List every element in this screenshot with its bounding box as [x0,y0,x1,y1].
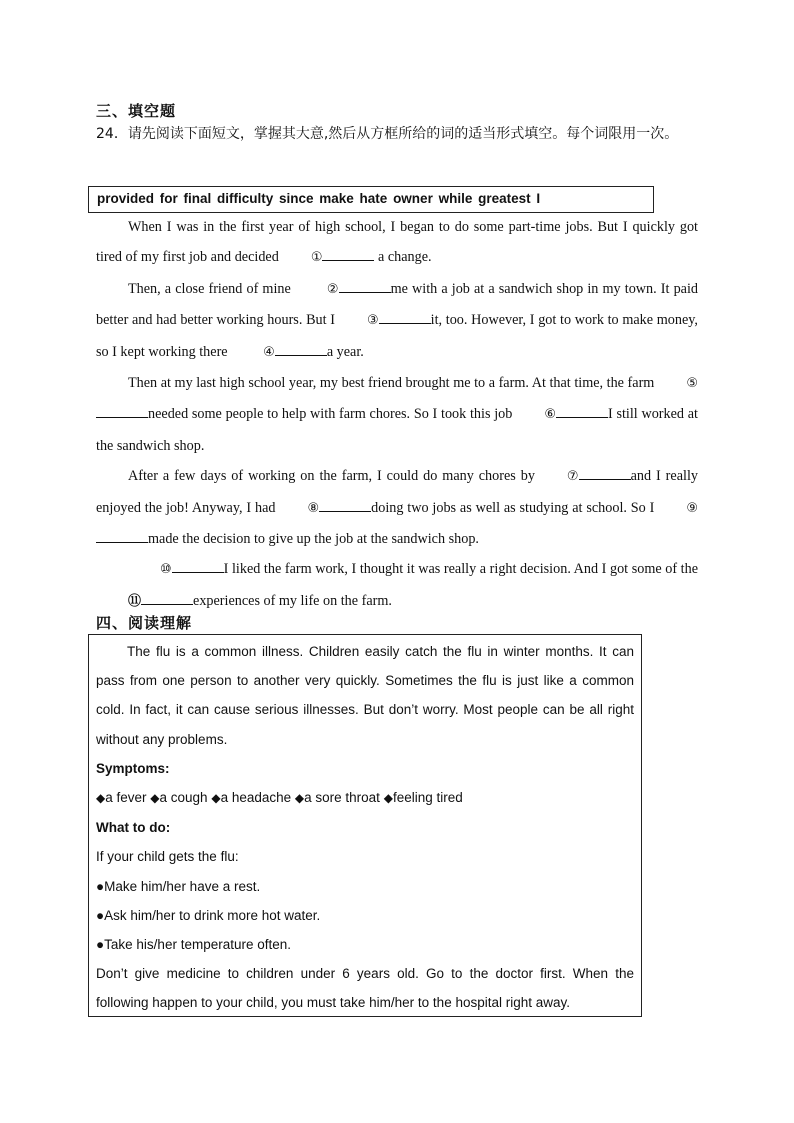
symptom-item: a sore throat [304,790,380,806]
cloze-text: Then, a close friend of mine [128,280,291,297]
blank-number-6: ⑥ [544,407,556,423]
blank-9[interactable] [96,529,148,543]
cloze-paragraph-3 [96,368,698,461]
blank-11[interactable] [141,591,193,605]
cloze-paragraph-4 [96,461,698,554]
blank-number-1: ① [310,250,323,266]
blank-5[interactable] [96,404,148,418]
blank-10[interactable] [172,559,224,573]
section-3-title: 三、填空题 [96,102,177,120]
symptom-item: feeling tired [392,790,463,806]
cloze-text: After a few days of working on the farm, I could do many chores by [128,468,535,485]
blank-number-10: ⑩ [160,562,172,578]
step-item [96,901,634,930]
blank-number-2: ② [326,281,339,297]
warning-text: Don’t give medicine to children under 6 years old. Go to the doctor first. When the following happen to your child, you must take him/her to the hospital right away. [96,966,634,1011]
cloze-text: a year. [326,343,364,360]
diamond-icon: ◆ [150,791,160,806]
reading-passage-box [88,634,642,1017]
cloze-text: a change. [378,249,432,266]
blank-number-4: ④ [263,344,275,360]
cloze-text: made the decision to give up the job at the sandwich shop. [148,531,479,548]
blank-6[interactable] [556,404,608,418]
symptom-item: a fever [105,790,147,806]
if-child-gets-flu: If your child gets the flu: [96,849,239,865]
section-4-title: 四、阅读理解 [96,614,193,632]
step-item [96,930,634,959]
cloze-text: When I was in the first year of high school, I began to do some part-time jobs. But I quickly got tired of my first job and decided [96,219,698,266]
symptom-item: a cough [159,790,208,806]
blank-number-8: ⑧ [307,500,320,516]
what-to-do-heading: What to do: [96,820,171,836]
step-text: Make him/her have a rest. [104,878,261,894]
cloze-text: doing two jobs as well as studying at school. So I [371,499,655,516]
blank-4[interactable] [275,342,327,356]
step-text: Take his/her temperature often. [104,937,292,953]
blank-7[interactable] [579,466,631,480]
cloze-text: Then at my last high school year, my best friend brought me to a farm. At that time, the farm [128,375,655,392]
cloze-paragraph-1 [96,212,698,274]
blank-number-7: ⑦ [566,469,579,485]
question-24-instructions: 24．请先阅读下面短文，掌握其大意,然后从方框所给的词的适当形式填空。每个词限用一次。 [96,126,679,142]
step-item [96,872,634,901]
symptoms-list [96,783,634,813]
diamond-icon: ◆ [383,791,393,806]
bullet-icon: ● [96,878,105,894]
blank-number-9: ⑨ [686,500,698,516]
diamond-icon: ◆ [96,791,106,806]
word-bank-box: provided for final difficulty since make hate owner while greatest I [88,186,654,213]
cloze-text: I liked the farm work, I thought it was really a right decision. And I got some of the [223,561,698,578]
blank-2[interactable] [339,279,391,293]
blank-3[interactable] [379,310,431,324]
blank-number-5: ⑤ [686,376,698,392]
cloze-text: me with a job at a sandwich shop in my town. It paid better and had better working hours. But I [96,280,699,329]
blank-1[interactable] [322,247,374,261]
symptoms-heading: Symptoms: [96,760,170,776]
cloze-text: I still worked at the sandwich shop. [96,406,698,454]
cloze-text: needed some people to help with farm chores. So I took this job [148,406,513,423]
symptom-item: a headache [220,790,292,806]
reading-intro: The flu is a common illness. Children easily catch the flu in winter months. It can pass from one person to another very quickly. Sometimes the flu is just like a common cold. In fact, it can cause serious illnesses. But don’t worry. Most people can be all right without any problems. [96,644,634,747]
bullet-icon: ● [96,907,105,923]
diamond-icon: ◆ [294,791,305,806]
cloze-text: experiences of my life on the farm. [193,592,392,609]
bullet-icon: ● [96,937,105,953]
cloze-passage [96,212,698,617]
cloze-text: it, too. However, I got to work to make money, so I kept working there [96,312,698,360]
step-text: Ask him/her to drink more hot water. [104,907,321,923]
cloze-paragraph-5 [96,554,698,617]
cloze-text: and I really enjoyed the job! Anyway, I had [96,468,698,516]
blank-number-3: ③ [366,313,379,329]
cloze-paragraph-2 [96,274,698,368]
blank-number-11: ⑪ [128,593,142,609]
blank-8[interactable] [319,498,371,512]
diamond-icon: ◆ [211,791,221,806]
